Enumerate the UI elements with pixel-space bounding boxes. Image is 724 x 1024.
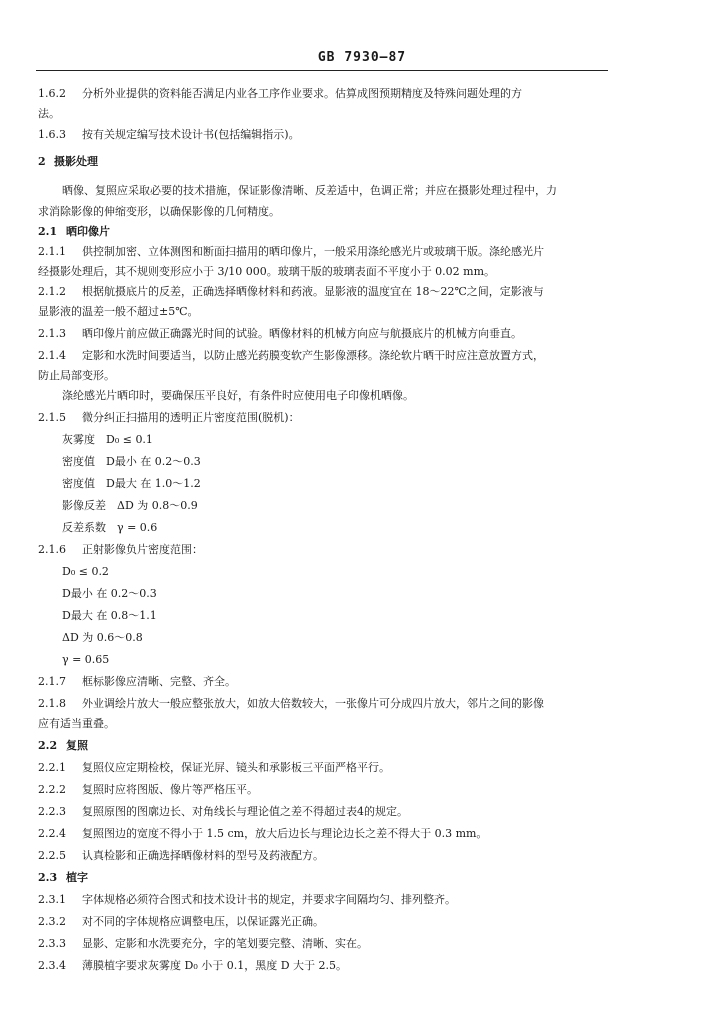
clause-number: 2 bbox=[38, 155, 46, 168]
text-line bbox=[0, 346, 724, 366]
line-text: D最大 在 0.8～1.1 bbox=[62, 609, 157, 622]
clause-number: 2.3.2 bbox=[38, 915, 66, 928]
section-heading bbox=[0, 736, 724, 756]
text-line bbox=[0, 956, 724, 976]
text-line bbox=[0, 242, 724, 262]
line-text: 显影液的温差一般不超过±5℃。 bbox=[38, 305, 199, 318]
line-text: 复照仪应定期检校，保证光屏、镜头和承影板三平面严格平行。 bbox=[82, 761, 390, 774]
line-text: 植字 bbox=[66, 871, 88, 884]
clause-number: 2.2.3 bbox=[38, 805, 66, 818]
clause-number: 2.3.1 bbox=[38, 893, 66, 906]
spec-line bbox=[0, 650, 724, 670]
line-text: 密度值 D最小 在 0.2～0.3 bbox=[62, 455, 201, 468]
section-heading bbox=[0, 152, 724, 172]
text-line bbox=[0, 912, 724, 932]
spec-line bbox=[0, 584, 724, 604]
text-line bbox=[0, 324, 724, 344]
line-text: 框标影像应清晰、完整、齐全。 bbox=[82, 675, 236, 688]
page-header: GB 7930—87 bbox=[317, 50, 407, 65]
line-text: 认真检影和正确选择晒像材料的型号及药液配方。 bbox=[82, 849, 324, 862]
text-line bbox=[0, 125, 724, 145]
clause-number: 2.1.1 bbox=[38, 245, 66, 258]
clause-number: 2.1.5 bbox=[38, 411, 66, 424]
spec-line bbox=[0, 518, 724, 538]
text-line bbox=[0, 802, 724, 822]
text-line bbox=[0, 672, 724, 692]
clause-number: 2.1.4 bbox=[38, 349, 66, 362]
line-text: 涤纶感光片晒印时，要确保压平良好，有条件时应使用电子印像机晒像。 bbox=[62, 389, 414, 402]
line-text: ΔD 为 0.6～0.8 bbox=[62, 631, 143, 644]
section-heading bbox=[0, 868, 724, 888]
text-line bbox=[0, 282, 724, 302]
line-text: 求消除影像的伸缩变形，以确保影像的几何精度。 bbox=[38, 205, 280, 218]
text-line bbox=[0, 758, 724, 778]
clause-number: 1.6.3 bbox=[38, 128, 66, 141]
line-text: 反差系数 γ = 0.6 bbox=[62, 521, 158, 534]
clause-number: 2.2.2 bbox=[38, 783, 66, 796]
clause-number: 2.1 bbox=[38, 225, 58, 238]
text-line bbox=[0, 714, 724, 734]
text-line bbox=[0, 104, 724, 124]
line-text: 防止局部变形。 bbox=[38, 369, 115, 382]
clause-number: 2.2.4 bbox=[38, 827, 66, 840]
text-line bbox=[0, 934, 724, 954]
text-line bbox=[0, 366, 724, 386]
line-text: 晒像、复照应采取必要的技术措施，保证影像清晰、反差适中，色调正常；并应在摄影处理过程中，力 bbox=[62, 184, 557, 197]
clause-number: 2.1.7 bbox=[38, 675, 66, 688]
clause-number: 2.3 bbox=[38, 871, 58, 884]
line-text: 分析外业提供的资料能否满足内业各工序作业要求。估算成图预期精度及特殊问题处理的方 bbox=[82, 87, 522, 100]
clause-number: 2.1.3 bbox=[38, 327, 66, 340]
line-text: 法。 bbox=[38, 107, 60, 120]
line-text: 供控制加密、立体测图和断面扫描用的晒印像片，一般采用涤纶感光片或玻璃干版。涤纶感光片 bbox=[82, 245, 544, 258]
line-text: 根据航摄底片的反差，正确选择晒像材料和药液。显影液的温度宜在 18～22℃之间，定影液与 bbox=[82, 285, 544, 298]
text-line bbox=[0, 302, 724, 322]
clause-number: 2.3.4 bbox=[38, 959, 66, 972]
clause-number: 2.1.2 bbox=[38, 285, 66, 298]
line-text: γ = 0.65 bbox=[62, 653, 110, 666]
text-line bbox=[0, 846, 724, 866]
line-text: D₀ ≤ 0.2 bbox=[62, 565, 109, 578]
line-text: 显影、定影和水洗要充分，字的笔划要完整、清晰、实在。 bbox=[82, 937, 368, 950]
line-text: 外业调绘片放大一般应整张放大，如放大倍数较大，一张像片可分成四片放大，邻片之间的影像 bbox=[82, 697, 544, 710]
line-text: 复照时应将图版、像片等严格压平。 bbox=[82, 783, 258, 796]
text-line bbox=[0, 408, 724, 428]
line-text: 密度值 D最大 在 1.0～1.2 bbox=[62, 477, 201, 490]
text-line bbox=[0, 824, 724, 844]
header-rule bbox=[36, 70, 608, 71]
line-text: 按有关规定编写技术设计书(包括编辑指示)。 bbox=[82, 128, 300, 141]
spec-line bbox=[0, 606, 724, 626]
section-heading bbox=[0, 222, 724, 242]
clause-number: 2.3.3 bbox=[38, 937, 66, 950]
text-line bbox=[0, 780, 724, 800]
text-line bbox=[0, 386, 724, 406]
line-text: 复照图边的宽度不得小于 1.5 cm，放大后边长与理论边长之差不得大于 0.3 mm。 bbox=[82, 827, 488, 840]
line-text: 薄膜植字要求灰雾度 D₀ 小于 0.1，黑度 D 大于 2.5。 bbox=[82, 959, 348, 972]
line-text: 晒印像片前应做正确露光时间的试验。晒像材料的机械方向应与航摄底片的机械方向垂直。 bbox=[82, 327, 522, 340]
line-text: 复照原图的图廓边长、对角线长与理论值之差不得超过表4的规定。 bbox=[82, 805, 408, 818]
line-text: 正射影像负片密度范围： bbox=[82, 543, 203, 556]
line-text: 经摄影处理后，其不规则变形应小于 3/10 000。玻璃干版的玻璃表面不平度小于 0.02 mm。 bbox=[38, 265, 496, 278]
spec-line bbox=[0, 562, 724, 582]
line-text: 晒印像片 bbox=[66, 225, 110, 238]
spec-line bbox=[0, 430, 724, 450]
clause-number: 1.6.2 bbox=[38, 87, 66, 100]
clause-number: 2.1.6 bbox=[38, 543, 66, 556]
clause-number: 2.2.1 bbox=[38, 761, 66, 774]
text-line bbox=[0, 540, 724, 560]
line-text: 复照 bbox=[66, 739, 88, 752]
line-text: 摄影处理 bbox=[54, 155, 98, 168]
text-line bbox=[0, 694, 724, 714]
line-text: D最小 在 0.2～0.3 bbox=[62, 587, 157, 600]
clause-number: 2.2.5 bbox=[38, 849, 66, 862]
text-line bbox=[0, 84, 724, 104]
text-line bbox=[0, 202, 724, 222]
text-line bbox=[0, 181, 724, 201]
line-text: 应有适当重叠。 bbox=[38, 717, 115, 730]
line-text: 灰雾度 D₀ ≤ 0.1 bbox=[62, 433, 153, 446]
line-text: 影像反差 ΔD 为 0.8～0.9 bbox=[62, 499, 198, 512]
line-text: 对不同的字体规格应调整电压，以保证露光正确。 bbox=[82, 915, 324, 928]
spec-line bbox=[0, 628, 724, 648]
clause-number: 2.1.8 bbox=[38, 697, 66, 710]
spec-line bbox=[0, 496, 724, 516]
clause-number: 2.2 bbox=[38, 739, 58, 752]
line-text: 字体规格必须符合图式和技术设计书的规定，并要求字间隔均匀、排列整齐。 bbox=[82, 893, 456, 906]
spec-line bbox=[0, 452, 724, 472]
text-line bbox=[0, 262, 724, 282]
text-line bbox=[0, 890, 724, 910]
line-text: 定影和水洗时间要适当，以防止感光药膜变软产生影像漂移。涤纶软片晒干时应注意放置方式， bbox=[82, 349, 544, 362]
spec-line bbox=[0, 474, 724, 494]
line-text: 微分纠正扫描用的透明正片密度范围(脱机)： bbox=[82, 411, 300, 424]
